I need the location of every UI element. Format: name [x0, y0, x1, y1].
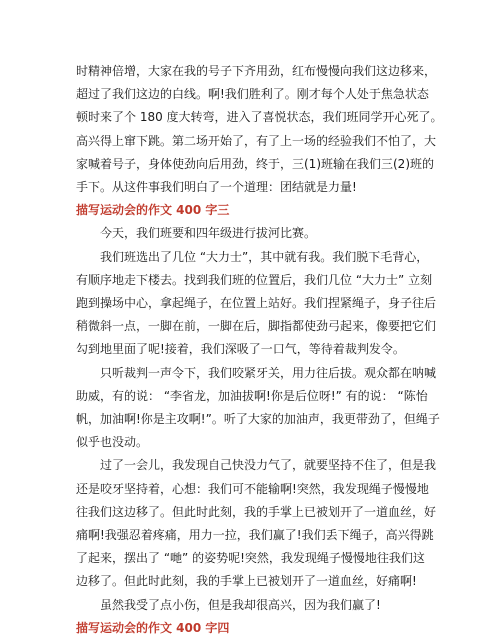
text-line: 家喊着号子，身体使劲向后用劲，终于，三(1)班输在我们三(2)班的 [76, 156, 434, 171]
text-line: 顿时来了个 180 度大转弯，进入了喜悦状态，我们班同学开心死了。 [76, 110, 443, 125]
paragraph-3 [76, 246, 437, 362]
text-line: 往我们这边移了。但此时此刻，我的手掌上已被划开了一道血丝，好 [76, 504, 437, 519]
text-line: 今天，我们班要和四年级进行拔河比赛。 [100, 226, 317, 241]
text-line: 高兴得上窜下跳。第二场开始了，有了上一场的经验我们不怕了，大 [76, 133, 437, 148]
text-line: 虽然我受了点小伤，但是我却很高兴，因为我们赢了! [100, 597, 381, 612]
section-heading-4: 描写运动会的作文 400 字四 [76, 620, 230, 635]
text-line: 我们班选出了几位 “大力士”，其中就有我。我们脱下毛背心， [100, 249, 429, 264]
paragraph-2 [76, 222, 426, 245]
text-line: 了起来，摆出了 “哋” 的姿势呢!突然，我发现绳子慢慢地往我们这 [76, 551, 425, 566]
paragraph-5 [76, 454, 437, 593]
text-line: 时精神倍增，大家在我的号子下齐用劲，红布慢慢向我们这边移来， [76, 64, 437, 78]
text-line: 手下。从这件事我们明白了一个道理：团结就是力量! [76, 180, 357, 195]
text-line: 超过了我们这边的白线。啊!我们胜利了。刚才每个人处于焦急状态 [76, 87, 429, 102]
paragraph-6 [76, 594, 426, 617]
text-line: 助威，有的说： “李省龙，加油拔啊!你是后位呀!” 有的说： “陈怡 [76, 388, 428, 403]
text-line: 帆，加油啊!你是主攻啊!”。听了大家的加油声，我更带劲了，但绳子 [76, 412, 440, 427]
text-line: 稍微斜一点，一脚在前，一脚在后，脚指都使劲弓起来，像要把它们 [76, 319, 437, 334]
paragraph-4 [76, 362, 440, 455]
text-line: 过了一会儿，我发现自己快没力气了，就要坚持不住了，但是我 [100, 458, 437, 473]
section-heading-3: 描写运动会的作文 400 字三 [76, 203, 230, 218]
paragraph-1 [76, 60, 443, 199]
text-line: 痛啊!我强忍着疼痛，用力一拉，我们赢了!我们丢下绳子，高兴得跳 [76, 528, 434, 543]
text-line: 有顺序地走下楼去。找到我们班的位置后，我们几位 “大力士” 立刻 [76, 272, 433, 287]
text-line: 勾到地里面了呢!接着，我们深吸了一口气，等待着裁判发令。 [76, 342, 405, 357]
article-body [76, 60, 443, 640]
text-line: 似乎也没动。 [76, 435, 149, 450]
text-line: 只听裁判一声令下，我们咬紧牙关，用力往后拔。观众都在呐喊 [100, 365, 437, 380]
text-line: 还是咬牙坚持着，心想：我们可不能输啊!突然，我发现绳子慢慢地 [76, 481, 429, 496]
text-line: 边移了。但此时此刻，我的手掌上已被划开了一道血丝，好痛啊! [76, 574, 417, 589]
text-line: 跑到操场中心，拿起绳子，在位置上站好。我们捏紧绳子，身子往后 [76, 296, 437, 311]
